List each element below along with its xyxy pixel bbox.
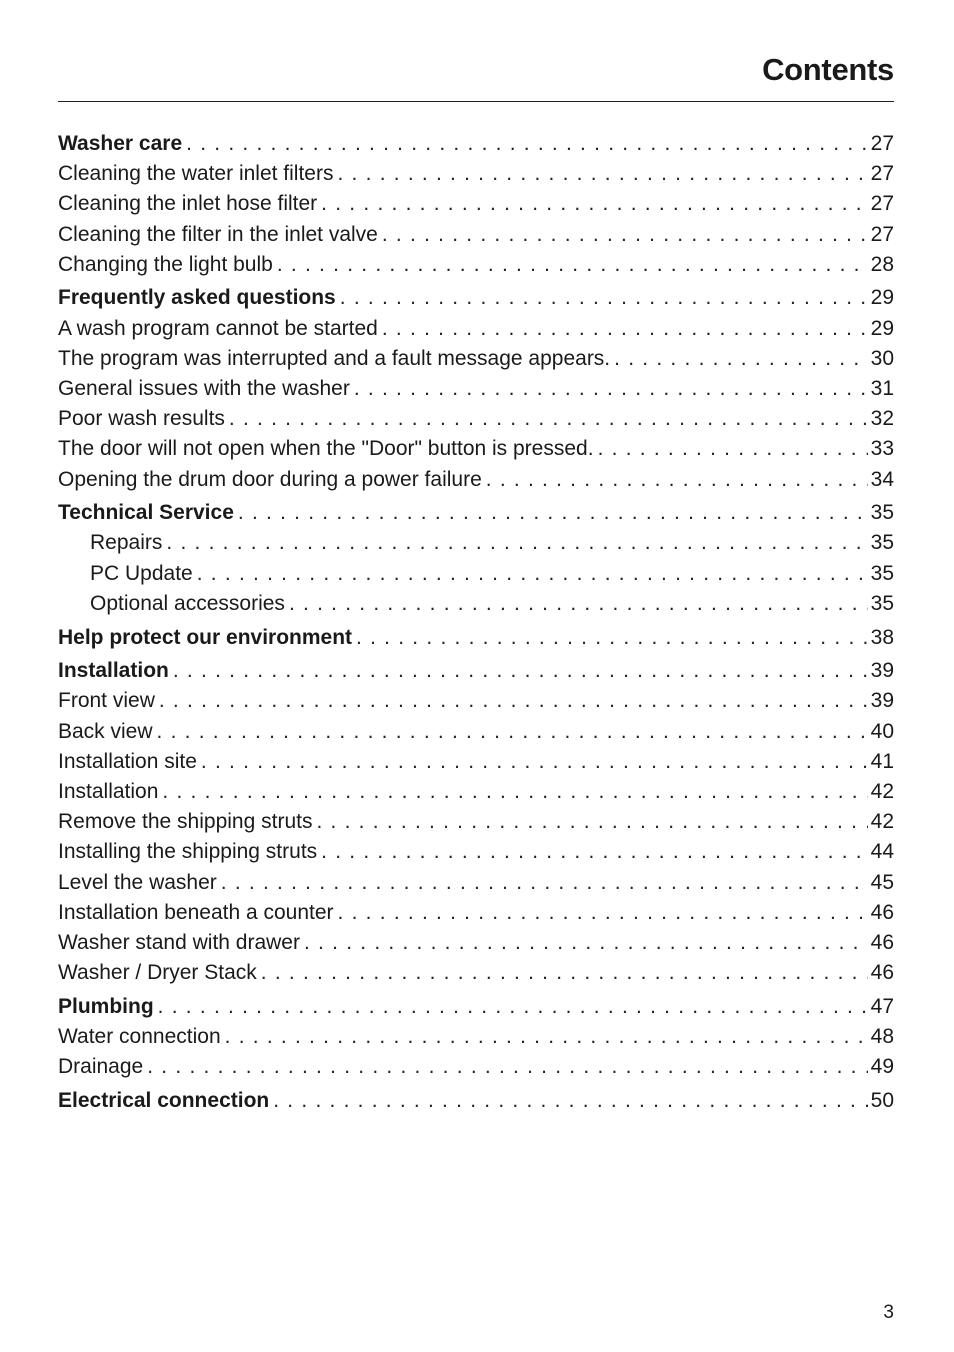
toc-entry-page: 45 — [870, 870, 894, 894]
toc-entry-label: Plumbing — [58, 994, 154, 1018]
toc-entry-page: 35 — [870, 561, 894, 585]
toc-entry[interactable] — [58, 344, 894, 374]
toc-entry-label: Installing the shipping struts — [58, 840, 318, 864]
toc-entry-page: 31 — [870, 377, 894, 400]
toc-entry-label: Frequently asked questions — [58, 286, 336, 310]
toc-entry-page: 34 — [870, 467, 894, 491]
toc-entry-page: 30 — [870, 346, 894, 370]
toc-entry-label: Cleaning the filter in the inlet valve — [58, 222, 378, 246]
toc-entry-page: 33 — [870, 437, 894, 461]
toc-dot-leader — [158, 992, 868, 1022]
toc-entry[interactable] — [58, 404, 894, 434]
toc-heading[interactable] — [58, 992, 894, 1022]
toc-entry-label: Cleaning the water inlet filters — [58, 162, 334, 186]
toc-dot-leader — [173, 656, 868, 686]
toc-dot-leader — [159, 686, 868, 716]
toc-entry-page: 47 — [870, 994, 894, 1018]
toc-entry-page: 39 — [870, 659, 894, 683]
toc-entry[interactable] — [58, 837, 894, 867]
toc-dot-leader — [486, 465, 868, 495]
toc-entry-page: 27 — [870, 132, 894, 155]
toc-entry-page: 39 — [870, 689, 894, 713]
toc-entry[interactable] — [58, 686, 894, 716]
toc-entry[interactable] — [58, 958, 894, 988]
toc-entry[interactable] — [58, 314, 894, 344]
toc-entry-page: 27 — [870, 162, 894, 186]
toc-dot-leader — [321, 189, 867, 219]
toc-entry-label: Installation — [58, 779, 159, 803]
toc-entry[interactable] — [58, 559, 894, 589]
toc-dot-leader — [201, 747, 868, 777]
toc-entry-label: Installation beneath a counter — [58, 900, 334, 924]
toc-dot-leader — [337, 159, 867, 189]
toc-heading[interactable] — [58, 283, 894, 313]
toc-dot-leader — [186, 129, 868, 159]
page-number: 3 — [883, 1302, 894, 1323]
page-title: Contents — [762, 52, 894, 87]
toc-entry-label: Level the washer — [58, 870, 217, 894]
toc-entry-page: 48 — [870, 1024, 894, 1048]
toc-dot-leader — [166, 528, 867, 558]
toc-dot-leader — [229, 404, 868, 434]
toc-entry-page: 40 — [870, 719, 894, 743]
toc-dot-leader — [614, 344, 867, 374]
toc-entry-page: 35 — [870, 501, 894, 525]
toc-dot-leader — [598, 434, 868, 464]
toc-heading[interactable] — [58, 1086, 894, 1116]
toc-entry-page: 41 — [870, 749, 894, 773]
toc-entry[interactable] — [58, 717, 894, 747]
toc-entry-page: 29 — [870, 316, 894, 340]
toc-entry-label: The door will not open when the "Door" button is pressed. — [58, 437, 594, 461]
toc-dot-leader — [157, 717, 868, 747]
toc-dot-leader — [261, 958, 868, 988]
toc-entry-page: 35 — [870, 591, 894, 615]
toc-entry-page: 27 — [870, 192, 894, 216]
toc-entry-page: 38 — [870, 625, 894, 649]
toc-entry[interactable] — [58, 189, 894, 219]
toc-entry-label: Optional accessories — [90, 591, 285, 615]
toc-entry[interactable] — [58, 465, 894, 495]
toc-entry[interactable] — [58, 747, 894, 777]
toc-entry[interactable] — [58, 159, 894, 189]
toc-entry-label: Technical Service — [58, 501, 234, 525]
toc-dot-leader — [277, 250, 868, 280]
toc-entry-label: Washer stand with drawer — [58, 930, 300, 954]
toc-entry[interactable] — [58, 777, 894, 807]
toc-entry[interactable] — [58, 374, 894, 404]
toc-entry-page: 49 — [870, 1055, 894, 1079]
toc-dot-leader — [354, 374, 868, 404]
toc-entry[interactable] — [58, 898, 894, 928]
toc-entry-label: Cleaning the inlet hose filter — [58, 192, 318, 216]
toc-entry-page: 27 — [870, 222, 894, 246]
toc-entry-page: 46 — [870, 961, 894, 985]
toc-entry-label: General issues with the washer — [58, 377, 350, 400]
toc-heading[interactable] — [58, 498, 894, 528]
toc-dot-leader — [289, 589, 868, 619]
toc-heading[interactable] — [58, 623, 894, 653]
toc-dot-leader — [273, 1086, 867, 1116]
toc-dot-leader — [382, 220, 868, 250]
toc-entry-page: 29 — [870, 286, 894, 310]
toc-heading[interactable] — [58, 656, 894, 686]
toc-entry-label: A wash program cannot be started — [58, 316, 378, 340]
toc-entry[interactable] — [58, 250, 894, 280]
title-divider — [58, 101, 894, 102]
toc-entry-label: Washer care — [58, 132, 183, 155]
toc-entry[interactable] — [58, 220, 894, 250]
toc-heading[interactable] — [58, 129, 894, 159]
toc-entry-page: 50 — [870, 1088, 894, 1112]
toc-entry-page: 28 — [870, 252, 894, 276]
toc-entry[interactable] — [58, 868, 894, 898]
toc-entry-label: PC Update — [90, 561, 193, 585]
toc-entry[interactable] — [58, 807, 894, 837]
toc-entry-page: 42 — [870, 810, 894, 834]
toc-entry[interactable] — [58, 528, 894, 558]
toc-entry-page: 32 — [870, 407, 894, 431]
toc-entry-page: 44 — [870, 840, 894, 864]
toc-entry-page: 46 — [870, 900, 894, 924]
toc-entry[interactable] — [58, 1022, 894, 1052]
toc-entry-label: Remove the shipping struts — [58, 810, 313, 834]
toc-entry-label: Opening the drum door during a power failure — [58, 467, 482, 491]
table-of-contents — [58, 129, 894, 1116]
toc-entry[interactable] — [58, 589, 894, 619]
toc-dot-leader — [316, 807, 867, 837]
toc-entry-label: Installation site — [58, 749, 197, 773]
toc-dot-leader — [197, 559, 868, 589]
toc-entry-page: 46 — [870, 930, 894, 954]
toc-dot-leader — [225, 1022, 868, 1052]
toc-entry[interactable] — [58, 1052, 894, 1082]
toc-dot-leader — [162, 777, 867, 807]
toc-entry-label: Water connection — [58, 1024, 221, 1048]
toc-entry-page: 42 — [870, 779, 894, 803]
toc-dot-leader — [338, 898, 868, 928]
toc-entry-label: The program was interrupted and a fault message appears. — [58, 346, 611, 370]
toc-entry-label: Installation — [58, 659, 169, 683]
toc-entry-label: Washer / Dryer Stack — [58, 961, 257, 985]
toc-entry-label: Help protect our environment — [58, 625, 353, 649]
toc-dot-leader — [382, 314, 868, 344]
toc-entry[interactable] — [58, 434, 894, 464]
toc-entry[interactable] — [58, 928, 894, 958]
toc-dot-leader — [356, 623, 868, 653]
toc-dot-leader — [221, 868, 868, 898]
toc-dot-leader — [321, 837, 867, 867]
toc-entry-label: Back view — [58, 719, 153, 743]
toc-entry-label: Changing the light bulb — [58, 252, 273, 276]
toc-dot-leader — [238, 498, 868, 528]
toc-dot-leader — [147, 1052, 867, 1082]
toc-dot-leader — [304, 928, 868, 958]
toc-dot-leader — [340, 283, 868, 313]
toc-entry-label: Drainage — [58, 1055, 144, 1079]
toc-entry-label: Electrical connection — [58, 1088, 270, 1112]
toc-entry-page: 35 — [870, 531, 894, 555]
toc-entry-label: Repairs — [90, 531, 163, 555]
toc-entry-label: Poor wash results — [58, 407, 225, 431]
toc-entry-label: Front view — [58, 689, 155, 713]
